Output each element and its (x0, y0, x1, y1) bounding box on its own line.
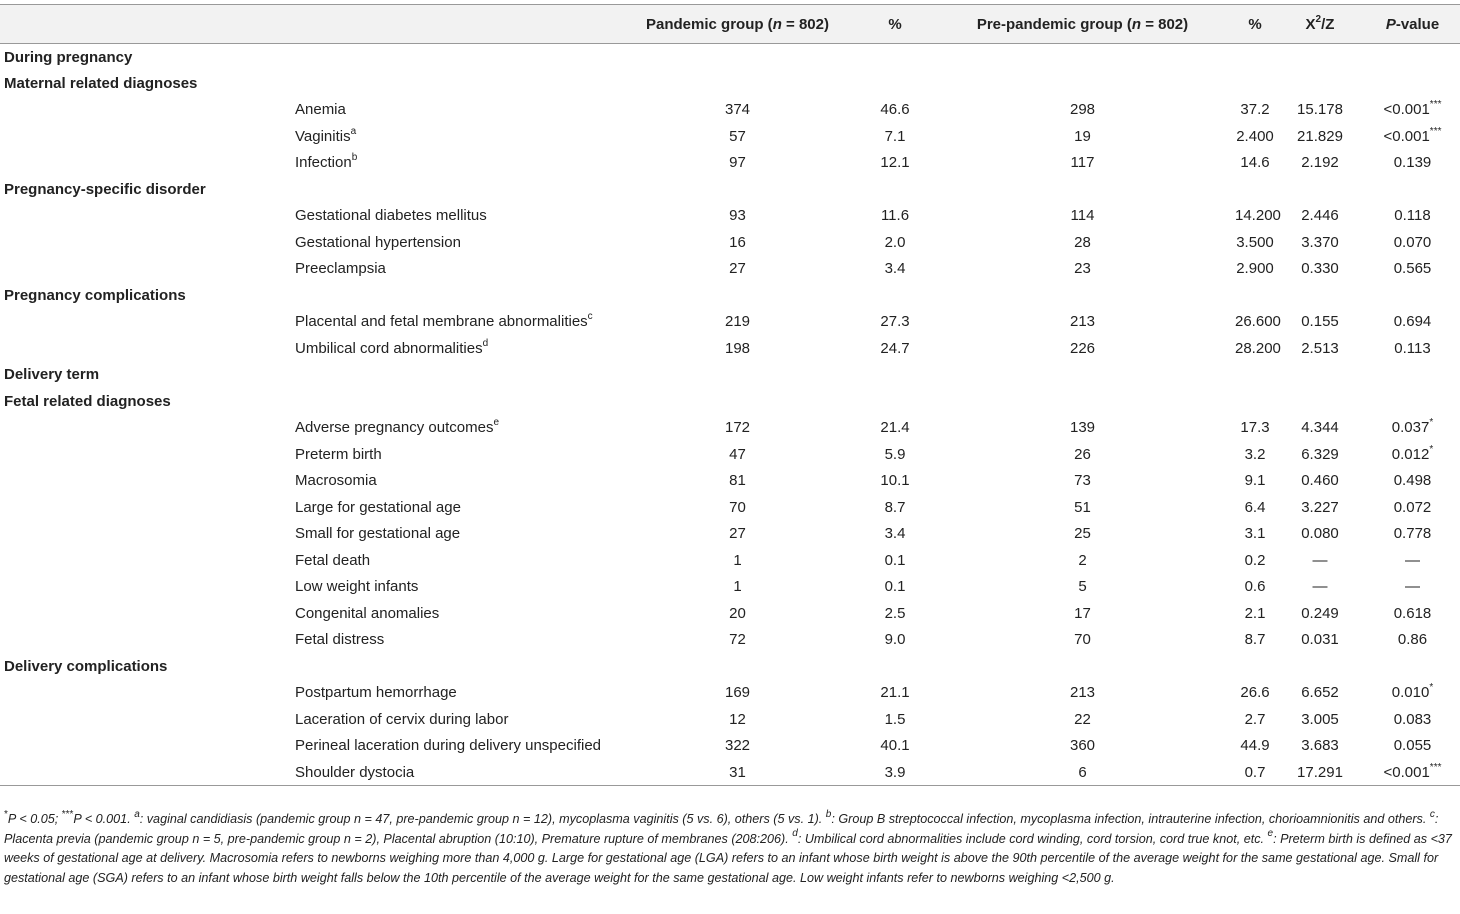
chi-square-value: 6.652 (1301, 684, 1339, 702)
prepandemic-count: 360 (1069, 737, 1096, 755)
pandemic-count: 97 (729, 154, 746, 172)
pandemic-count: 72 (729, 631, 746, 649)
table-row (0, 150, 1460, 177)
row-label: Anemia (295, 101, 346, 119)
prepandemic-count: 5 (1078, 578, 1087, 596)
pandemic-pct: 0.1 (884, 551, 906, 569)
p-value: <0.001*** (1383, 125, 1442, 145)
section-heading: Pregnancy complications (4, 286, 186, 304)
prepandemic-count: 2 (1078, 551, 1087, 569)
row-label: Fetal death (295, 551, 371, 569)
chi-square-value: 2.446 (1301, 207, 1339, 225)
prepandemic-pct: 28.200 (1235, 339, 1281, 357)
prepandemic-pct: 2.400 (1236, 127, 1274, 145)
chi-square-value: 4.344 (1301, 419, 1339, 437)
pandemic-pct: 2.5 (884, 604, 906, 622)
table-row (0, 335, 1460, 362)
prepandemic-count: 139 (1069, 419, 1096, 437)
prepandemic-count: 17 (1074, 604, 1091, 622)
pandemic-count: 198 (724, 339, 751, 357)
table-row (0, 229, 1460, 256)
prepandemic-count: 73 (1074, 472, 1091, 490)
row-label: Perineal laceration during delivery unspecified (295, 737, 602, 755)
prepandemic-count: 22 (1074, 710, 1091, 728)
pandemic-count: 20 (729, 604, 746, 622)
pandemic-count: 27 (729, 260, 746, 278)
prepandemic-count: 6 (930, 759, 1235, 786)
table-row (0, 494, 1460, 521)
chi-square-value: 2.192 (1301, 154, 1339, 172)
section-row (0, 70, 1460, 97)
table-row (0, 759, 1460, 786)
section-heading: Pregnancy-specific disorder (4, 180, 206, 198)
row-label: Macrosomia (295, 472, 377, 490)
row-label: Shoulder dystocia (0, 759, 615, 786)
section-row (0, 388, 1460, 415)
pandemic-pct: 7.1 (884, 127, 906, 145)
row-label: Gestational hypertension (295, 233, 461, 251)
row-label: Large for gestational age (295, 498, 461, 516)
p-value: 0.010* (1391, 682, 1434, 702)
prepandemic-pct: 3.500 (1236, 233, 1274, 251)
p-value: 0.083 (1393, 710, 1432, 728)
prepandemic-pct: 26.6 (1240, 684, 1270, 702)
pandemic-count: 12 (729, 710, 746, 728)
header-pct-prepandemic: % (1235, 5, 1275, 44)
row-label: Congenital anomalies (295, 604, 440, 622)
pandemic-count: 1 (733, 551, 742, 569)
prepandemic-count: 213 (1069, 684, 1096, 702)
table-row (0, 680, 1460, 707)
chi-square-value: 3.227 (1301, 498, 1339, 516)
prepandemic-pct: 44.9 (1240, 737, 1270, 755)
table-row (0, 547, 1460, 574)
table-row (0, 97, 1460, 124)
table-row (0, 574, 1460, 601)
prepandemic-pct: 8.7 (1244, 631, 1266, 649)
row-label: Umbilical cord abnormalities$^d$ (295, 337, 489, 357)
row-label: Low weight infants (295, 578, 419, 596)
pandemic-pct: 46.6 (880, 101, 910, 119)
p-value: 0.86 (1397, 631, 1428, 649)
pandemic-pct: 27.3 (880, 313, 910, 331)
row-label: Adverse pregnancy outcomes$^e$ (295, 417, 500, 437)
section-row (0, 362, 1460, 389)
pandemic-count: 219 (724, 313, 751, 331)
chi-square-value: 0.155 (1301, 313, 1339, 331)
chi-square-value: — (1312, 551, 1328, 569)
pandemic-pct: 8.7 (884, 498, 906, 516)
chi-square-value: 0.460 (1301, 472, 1339, 490)
chi-square-value: 0.249 (1301, 604, 1339, 622)
chi-square-value: 3.370 (1301, 233, 1339, 251)
chi-square-value: — (1312, 578, 1328, 596)
row-label: Preeclampsia (295, 260, 386, 278)
prepandemic-pct: 3.2 (1244, 445, 1266, 463)
p-value: <0.001*** (1383, 99, 1442, 119)
row-label: Preterm birth (295, 445, 382, 463)
prepandemic-count: 26 (1074, 445, 1091, 463)
p-value: — (1405, 578, 1420, 596)
pandemic-count: 169 (724, 684, 751, 702)
row-label: Gestational diabetes mellitus (295, 207, 487, 225)
p-value: 0.694 (1393, 313, 1432, 331)
header-chi-square: $X^2/Z$ (1275, 5, 1365, 44)
prepandemic-count: 19 (1074, 127, 1091, 145)
pandemic-count: 1 (733, 578, 742, 596)
section-heading: Delivery complications (4, 657, 168, 675)
pandemic-count: 70 (729, 498, 746, 516)
row-label: Fetal distress (295, 631, 385, 649)
pandemic-pct: 11.6 (880, 207, 910, 225)
prepandemic-count: 298 (1069, 101, 1096, 119)
prepandemic-count: 114 (1070, 207, 1095, 225)
table-row (0, 441, 1460, 468)
table-row (0, 415, 1460, 442)
prepandemic-count: 70 (1074, 631, 1091, 649)
pandemic-pct: 3.4 (884, 525, 906, 543)
table-body (0, 44, 1460, 786)
pandemic-count: 374 (724, 101, 751, 119)
p-value: 0.118 (1394, 207, 1431, 225)
pandemic-pct: 12.1 (880, 154, 910, 172)
section-heading: Fetal related diagnoses (4, 392, 171, 410)
data-table (0, 4, 1460, 786)
pandemic-pct: 21.1 (880, 684, 910, 702)
table-row (0, 203, 1460, 230)
header-label (0, 5, 615, 44)
prepandemic-pct: 3.1 (1244, 525, 1266, 543)
row-label: Small for gestational age (295, 525, 461, 543)
row-label: Postpartum hemorrhage (295, 684, 457, 702)
pandemic-count: 27 (729, 525, 746, 543)
pandemic-count: 16 (729, 233, 746, 251)
p-value: 0.037* (1391, 417, 1434, 437)
chi-square-value: 3.005 (1301, 710, 1339, 728)
p-value: <0.001*** (1365, 759, 1460, 786)
pandemic-pct: 1.5 (884, 710, 906, 728)
table-row (0, 123, 1460, 150)
prepandemic-count: 51 (1074, 498, 1091, 516)
pandemic-pct: 5.9 (884, 445, 906, 463)
prepandemic-pct: 26.600 (1235, 313, 1281, 331)
header-pandemic: Pandemic group (n = 802) (615, 5, 860, 44)
prepandemic-count: 25 (1074, 525, 1091, 543)
pandemic-pct: 40.1 (880, 737, 910, 755)
table-row (0, 600, 1460, 627)
section-heading: Maternal related diagnoses (4, 74, 198, 92)
pandemic-pct: 24.7 (880, 339, 910, 357)
pandemic-pct: 10.1 (880, 472, 910, 490)
p-value: 0.070 (1393, 233, 1432, 251)
prepandemic-count: 117 (1070, 154, 1095, 172)
section-row (0, 176, 1460, 203)
chi-square-value: 6.329 (1301, 445, 1339, 463)
prepandemic-pct: 0.2 (1244, 551, 1266, 569)
p-value: 0.012* (1391, 443, 1434, 463)
pandemic-pct: 3.9 (860, 759, 930, 786)
pandemic-count: 172 (724, 419, 751, 437)
p-value: 0.498 (1393, 472, 1432, 490)
table-row (0, 706, 1460, 733)
p-value: 0.778 (1393, 525, 1432, 543)
pandemic-pct: 2.0 (884, 233, 906, 251)
pandemic-count: 57 (729, 127, 746, 145)
chi-square-value: 0.031 (1301, 631, 1339, 649)
table-row (0, 468, 1460, 495)
chi-square-value: 21.829 (1297, 127, 1343, 145)
prepandemic-count: 28 (1074, 233, 1091, 251)
pandemic-pct: 9.0 (884, 631, 906, 649)
table-row (0, 309, 1460, 336)
row-label: Infection$^b$ (295, 152, 358, 172)
prepandemic-pct: 14.200 (1235, 207, 1281, 225)
p-value: 0.072 (1393, 498, 1432, 516)
pandemic-count: 322 (724, 737, 751, 755)
prepandemic-pct: 0.7 (1235, 759, 1275, 786)
table-row (0, 627, 1460, 654)
prepandemic-pct: 9.1 (1244, 472, 1266, 490)
row-label: Placental and fetal membrane abnormalities$^c$ (295, 311, 593, 331)
pandemic-pct: 3.4 (884, 260, 906, 278)
p-value: 0.113 (1394, 339, 1431, 357)
row-label: Laceration of cervix during labor (295, 710, 509, 728)
pandemic-pct: 21.4 (880, 419, 910, 437)
pandemic-count: 31 (615, 759, 860, 786)
prepandemic-pct: 2.900 (1236, 260, 1274, 278)
chi-square-value: 15.178 (1297, 101, 1343, 119)
chi-square-value: 17.291 (1275, 759, 1365, 786)
pandemic-count: 81 (729, 472, 746, 490)
p-value: 0.618 (1393, 604, 1432, 622)
prepandemic-pct: 37.2 (1240, 101, 1270, 119)
prepandemic-pct: 2.1 (1244, 604, 1266, 622)
header-p-value: P-value (1365, 5, 1460, 44)
prepandemic-pct: 14.6 (1240, 154, 1270, 172)
chi-square-value: 2.513 (1301, 339, 1339, 357)
prepandemic-pct: 2.7 (1244, 710, 1266, 728)
section-row (0, 653, 1460, 680)
p-value: — (1405, 551, 1420, 569)
prepandemic-pct: 0.6 (1244, 578, 1266, 596)
section-heading: Delivery term (4, 366, 100, 384)
header-pct-pandemic: % (860, 5, 930, 44)
table-row (0, 256, 1460, 283)
p-value: 0.139 (1393, 154, 1432, 172)
prepandemic-count: 23 (1074, 260, 1091, 278)
chi-square-value: 3.683 (1301, 737, 1339, 755)
chi-square-value: 0.330 (1301, 260, 1339, 278)
table-footnote: *P < 0.05; ***P < 0.001. $^a$: vaginal candidiasis (pandemic group n = 47, pre-pandemic group n = 12), mycoplasma vaginitis (5 vs. 6), others (5 vs. 1). $^b$: Group B streptococcal infection, mycoplasma infection, intrauterine infection, chorioamnionitis and others. $^c$: Placenta previa (pandemic group n = 5, pre-pandemic group n = 2), Placental abruption (10:10), Premature rupture of membranes (208:206). $^d$: Umbilical cord abnormalities include cord winding, cord torsion, cord true knot, etc. $^e$: Preterm birth is defined as <37 weeks of gestational age at delivery. Macrosomia refers to newborns weighing more than 4,000 g. Large for gestational age (LGA) refers to an infant whose birth weight is above the 90th percentile of the average weight for the same gestational age. Small for gestational age (SGA) refers to an infant whose birth weight falls below the 10th percentile of the average weight for the same gestational age. Low weight infants refer to newborns weighing <2,500 g. (4, 808, 1452, 885)
table-row (0, 733, 1460, 760)
pandemic-count: 93 (729, 207, 746, 225)
pandemic-count: 47 (729, 445, 746, 463)
pandemic-pct: 0.1 (884, 578, 906, 596)
p-value: 0.565 (1393, 260, 1432, 278)
table-row (0, 521, 1460, 548)
section-row (0, 282, 1460, 309)
header-prepandemic: Pre-pandemic group (n = 802) (930, 5, 1235, 44)
prepandemic-pct: 6.4 (1244, 498, 1266, 516)
prepandemic-pct: 17.3 (1240, 419, 1270, 437)
header-row (0, 5, 1460, 44)
prepandemic-count: 213 (1069, 313, 1096, 331)
p-value: 0.055 (1393, 737, 1432, 755)
section-row (0, 44, 1460, 71)
section-heading: During pregnancy (4, 48, 133, 66)
row-label: Vaginitis$^a$ (295, 125, 357, 145)
prepandemic-count: 226 (1069, 339, 1096, 357)
chi-square-value: 0.080 (1301, 525, 1339, 543)
